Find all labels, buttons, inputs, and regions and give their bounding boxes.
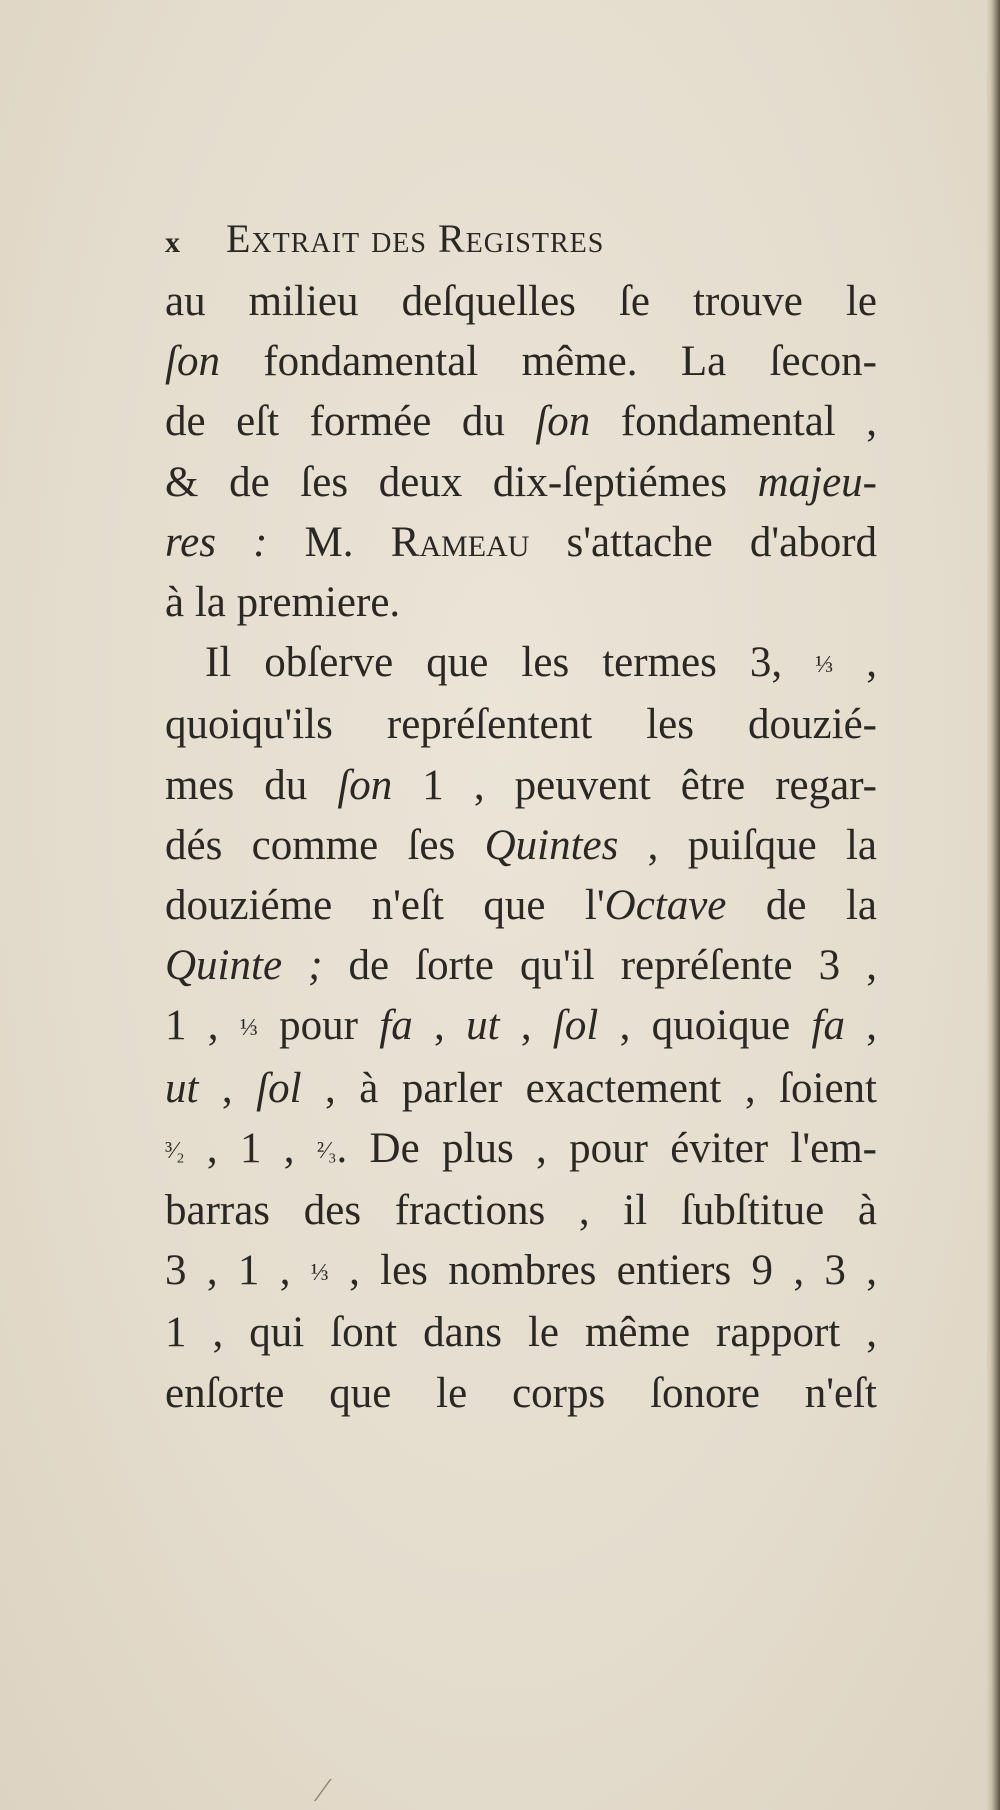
text-line: barras des fractions , il ſubſtitue à: [165, 1187, 877, 1235]
text-line: & de ſes deux dix-ſeptiémes majeu-: [165, 458, 877, 506]
text-line: au milieu deſquelles ſe trouve le: [165, 278, 877, 325]
text-line: 1 , ⅓ pour fa , ut , ſol , quoique fa ,: [165, 1002, 878, 1050]
ink-mark: ⁄: [320, 1772, 326, 1809]
text-line: Il obſerve que les termes 3, ⅓ ,: [205, 639, 877, 687]
text-line: à la premiere.: [165, 579, 401, 627]
running-header: [165, 215, 865, 262]
text-line: enſorte que le corps ſonore n'eſt: [165, 1369, 877, 1417]
text-line: ³⁄₂ , 1 , ²⁄₃. De plus , pour éviter l'em-: [165, 1124, 877, 1172]
text-line: ut , ſol , à parler exactement , ſoient: [165, 1064, 877, 1112]
text-line: Quinte ; de ſorte qu'il repréſente 3 ,: [165, 942, 877, 990]
text-line: ſon fondamental même. La ſecon-: [165, 338, 877, 386]
text-line: res : M. Rameau s'attache d'abord: [165, 518, 878, 566]
text-line: mes du ſon 1 , peuvent être regar-: [165, 761, 877, 809]
text-line: 1 , qui ſont dans le même rapport ,: [165, 1309, 877, 1357]
running-title: Extrait des Registres: [226, 216, 605, 261]
page-edge: [986, 0, 1000, 1810]
page-number: x: [165, 226, 181, 259]
text-line: de eſt formée du ſon fondamental ,: [165, 398, 877, 446]
text-line: douziéme n'eſt que l'Octave de la: [165, 882, 878, 930]
text-line: 3 , 1 , ⅓ , les nombres entiers 9 , 3 ,: [165, 1247, 877, 1295]
body-text: [165, 272, 877, 1424]
text-line: quoiqu'ils repréſentent les douzié-: [165, 701, 877, 749]
text-line: dés comme ſes Quintes , puiſque la: [165, 821, 878, 869]
